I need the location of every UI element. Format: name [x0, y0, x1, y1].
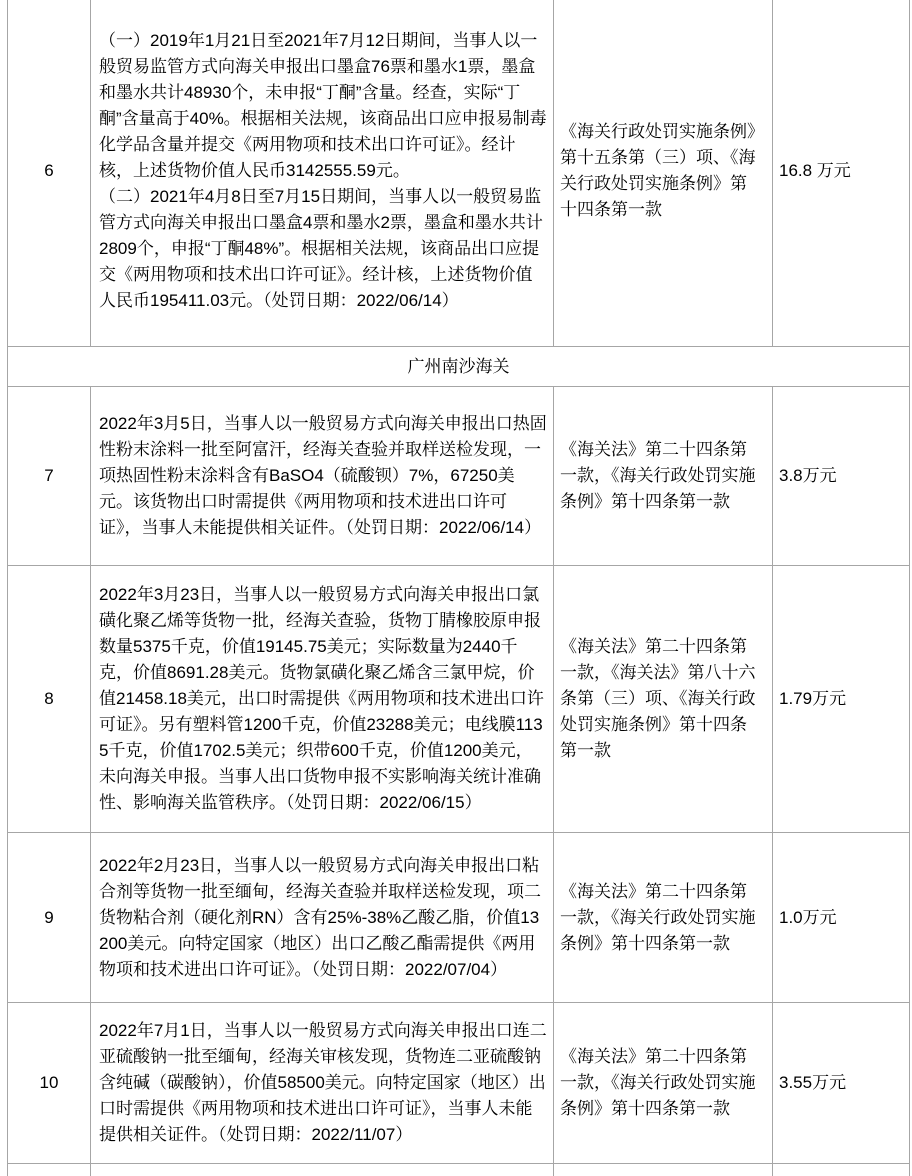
case-description-cell	[91, 1003, 554, 1163]
case-description-paragraph: 2022年3月5日，当事人以一般贸易方式向海关申报出口热固性粉末涂料一批至阿富汗，经海关查验并取样送检发现，一项热固性粉末涂料含有BaSO4（硫酸钡）7%，67250美元。该货物出口时需提供《两用物项和技术进出口许可证》，当事人未能提供相关证件。（处罚日期：2022/06/14）	[99, 414, 547, 537]
case-description-paragraph: 2022年3月23日，当事人以一般贸易方式向海关申报出口氯磺化聚乙烯等货物一批，经海关查验，货物丁腈橡胶原申报数量5375千克，价值19145.75美元；实际数量为2440千克，价值8691.28美元。货物氯磺化聚乙烯含三氯甲烷，价值21458.18美元，出口时需提供《两用物项和技术进出口许可证》。另有塑料管1200千克，价值23288美元；电线膜1135千克，价值1702.5美元；织带600千克，价值1200美元，未向海关申报。当事人出口货物申报不实影响海关统计准确性、影响海关监管秩序。（处罚日期：2022/06/15）	[99, 585, 544, 812]
penalty-amount-cell	[773, 1164, 910, 1176]
case-description-cell	[91, 833, 554, 1002]
penalty-amount-cell: 3.55万元	[773, 1003, 910, 1163]
case-number: 10	[8, 1003, 91, 1163]
case-description-paragraph-2: （二）2021年4月8日至7月15日期间，当事人以一般贸易监管方式向海关申报出口墨盒4票和墨水2票，墨盒和墨水共计2809个，申报“丁酮48%”。根据相关法规，该商品出口应提交《两用物项和技术出口许可证》。经计核，上述货物价值人民币195411.03元。（处罚日期：2022/06/14）	[99, 186, 543, 310]
legal-basis-cell: 《海关法》第二十四条第一款，《海关行政处罚实施条例》第十四条第一款	[554, 833, 773, 1002]
legal-basis-cell: 《海关行政处罚实施条例》第十五条第（三）项、《海关行政处罚实施条例》第十四条第一款	[554, 0, 773, 346]
case-number: 9	[8, 833, 91, 1002]
table-row-case-9	[8, 833, 910, 1003]
table-row-partial	[8, 1164, 910, 1176]
case-description-cell	[91, 387, 554, 565]
case-description-paragraph: 2022年7月1日，当事人以一般贸易方式向海关申报出口连二亚硫酸钠一批至缅甸，经海关审核发现，货物连二亚硫酸钠含纯碱（碳酸钠），价值58500美元。向特定国家（地区）出口时需提供《两用物项和技术进出口许可证》，当事人未能提供相关证件。（处罚日期：2022/11/07）	[99, 1021, 547, 1144]
table-row-case-8	[8, 566, 910, 833]
case-description-cell	[91, 1164, 554, 1176]
customs-office-name: 广州南沙海关	[8, 347, 910, 386]
case-description-cell	[91, 0, 554, 346]
legal-basis-cell: 《海关法》第二十四条第一款，《海关行政处罚实施条例》第十四条第一款	[554, 1003, 773, 1163]
penalty-amount-cell: 16.8 万元	[773, 0, 910, 346]
case-number: 8	[8, 566, 91, 832]
case-number: 7	[8, 387, 91, 565]
case-description-paragraph: 2022年2月23日，当事人以一般贸易方式向海关申报出口粘合剂等货物一批至缅甸，经海关查验并取样送检发现，项二货物粘合剂（硬化剂RN）含有25%-38%乙酸乙脂，价值13200美元。向特定国家（地区）出口乙酸乙酯需提供《两用物项和技术进出口许可证》。（处罚日期：2022/07/04）	[99, 855, 541, 979]
legal-basis-cell: 《海关法》第二十四条第一款，《海关法》第八十六条第（三）项、《海关行政处罚实施条例》第十四条第一款	[554, 566, 773, 832]
penalty-amount-cell: 3.8万元	[773, 387, 910, 565]
table-row-case-6	[8, 0, 910, 347]
penalty-amount-cell: 1.0万元	[773, 833, 910, 1002]
penalty-amount-cell: 1.79万元	[773, 566, 910, 832]
table-row-case-10	[8, 1003, 910, 1164]
legal-basis-cell	[554, 1164, 773, 1176]
section-header-row	[8, 347, 910, 387]
table-row-case-7	[8, 387, 910, 566]
case-description-paragraph-1: （一）2019年1月21日至2021年7月12日期间，当事人以一般贸易监管方式向海关申报出口墨盒76票和墨水1票，墨盒和墨水共计48930个，未申报“丁酮”含量。经查，实际“丁酮”含量高于40%。根据相关法规，该商品出口应申报易制毒化学品含量并提交《两用物项和技术出口许可证》。经计核，上述货物价值人民币3142555.59元。	[99, 30, 547, 180]
case-number	[8, 1164, 91, 1176]
case-number: 6	[8, 0, 91, 346]
legal-basis-cell: 《海关法》第二十四条第一款，《海关行政处罚实施条例》第十四条第一款	[554, 387, 773, 565]
case-description-cell	[91, 566, 554, 832]
customs-penalty-table	[7, 0, 910, 1176]
